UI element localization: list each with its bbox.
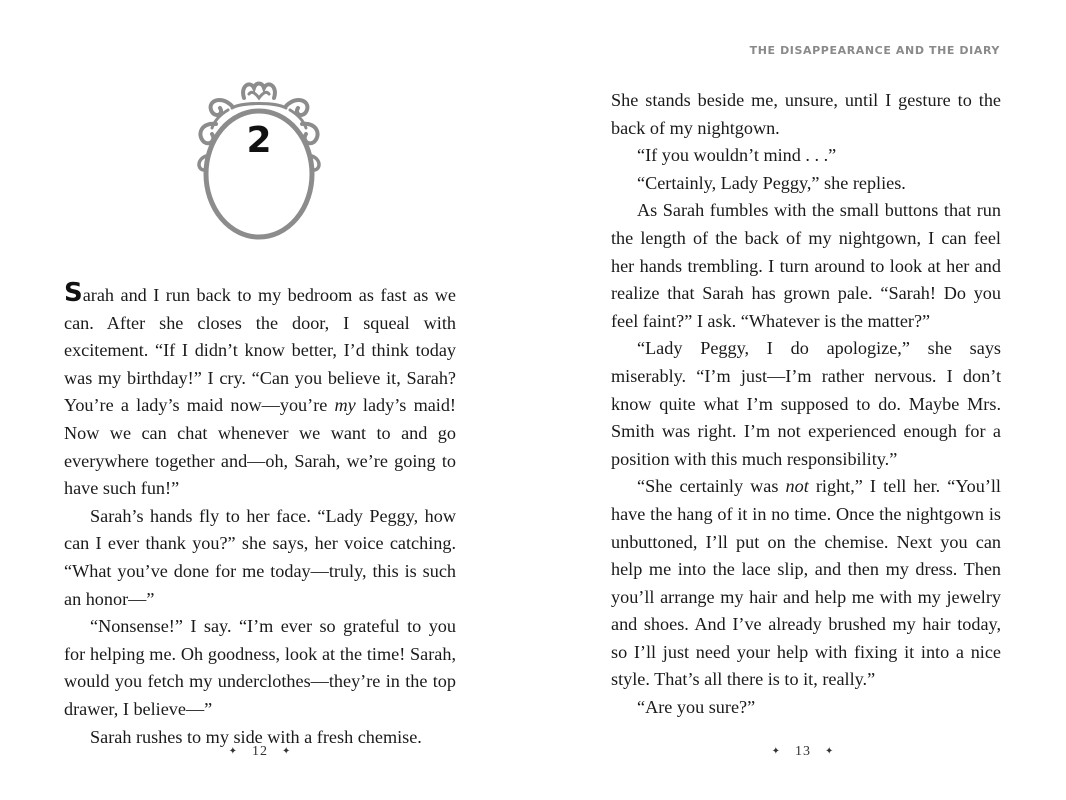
paragraph: As Sarah fumbles with the small buttons that run the length of the back of my nightgown, I can feel her hands trembling. I turn around to look at her and realize that Sarah has grown pale. “Sarah! Do you feel faint?” I ask. “Whatever is the matter?”	[611, 200, 1001, 331]
chapter-frame	[188, 72, 330, 242]
page-number: 12	[252, 744, 268, 759]
star-ornament-icon: ✦	[282, 746, 292, 757]
paragraph: “Certainly, Lady Peggy,” she replies.	[637, 172, 906, 193]
paragraph: Sarah rushes to my side with a fresh chemise.	[90, 726, 422, 747]
running-head: THE DISAPPEARANCE AND THE DIARY	[749, 44, 1000, 57]
right-page	[533, 0, 1066, 800]
paragraph: “Nonsense!” I say. “I’m ever so grateful to you for helping me. Oh goodness, look at the time! Sarah, would you fetch my underclothes—they’re in the top drawer, I believe—”	[64, 616, 456, 719]
paragraph: Sarah and I run back to my bedroom as fast as we can. After she closes the door, I squeal with excitement. “If I didn’t know better, I’d think today was my birthday!” I cry. “Can you believe it, Sarah? You’re a lady’s maid now—you’re my lady’s maid! Now we can chat whenever we want to and go everywhere together and—oh, Sarah, we’re going to have such fun!”	[64, 278, 456, 499]
paragraph: Sarah’s hands fly to her face. “Lady Peggy, how can I ever thank you?” she says, her voice catching. “What you’ve done for me today—truly, this is such an honor—”	[64, 505, 456, 609]
paragraph: She stands beside me, unsure, until I gesture to the back of my nightgown.	[611, 90, 1001, 138]
paragraph: “If you wouldn’t mind . . .”	[637, 145, 837, 166]
star-ornament-icon: ✦	[771, 746, 781, 757]
page-number: 13	[795, 744, 811, 759]
star-ornament-icon: ✦	[825, 746, 835, 757]
left-body-text	[64, 278, 456, 751]
paragraph: “Lady Peggy, I do apologize,” she says miserably. “I’m just—I’m rather nervous. I don’t know quite what I’m supposed to do. Maybe Mrs. Smith was right. I’m not experienced enough for a position with this much responsibility.”	[611, 338, 1001, 469]
page-number-footer	[0, 744, 520, 760]
drop-cap: S	[64, 278, 83, 308]
paragraph: “She certainly was not right,” I tell her. “You’ll have the hang of it in no time. Once the nightgown is unbuttoned, I’ll put on the chemise. Next you can help me into the lace slip, and then my dress. Then you’ll arrange my hair and help me with my jewelry and shoes. And I’ve already brushed my hair today, so I’ll just need your help with fixing it into a nice style. That’s all there is to it, really.”	[611, 476, 1001, 690]
paragraph: “Are you sure?”	[637, 697, 756, 718]
page-number-footer	[533, 744, 1066, 760]
star-ornament-icon: ✦	[228, 746, 238, 757]
right-body-text	[611, 87, 1001, 722]
chapter-number: 2	[246, 120, 272, 161]
